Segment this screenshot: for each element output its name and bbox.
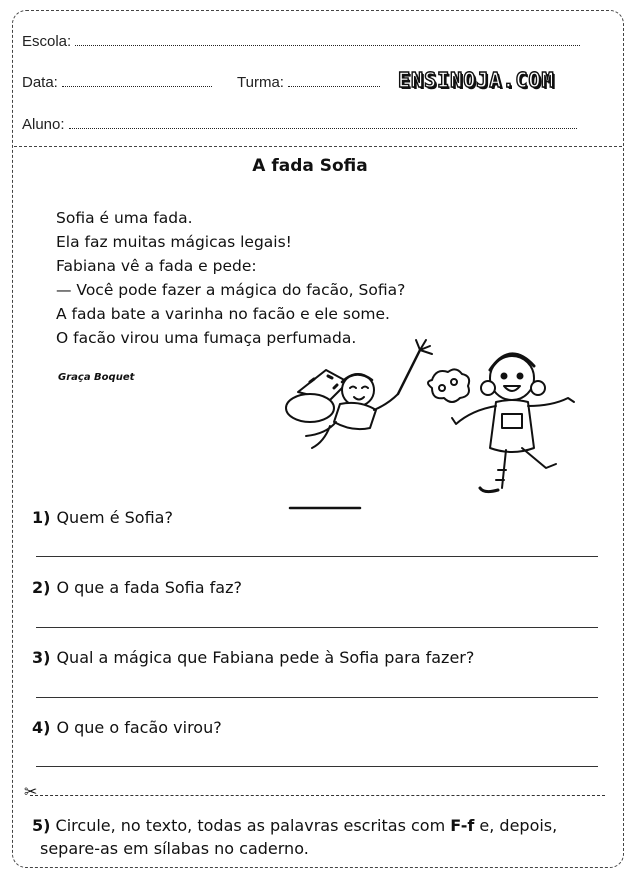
cut-line bbox=[30, 795, 605, 796]
story-title: A fada Sofia bbox=[252, 156, 368, 176]
header-separator bbox=[14, 146, 622, 147]
question-number: 2) bbox=[32, 578, 51, 597]
question-3 bbox=[32, 648, 474, 667]
question-text: O que o facão virou? bbox=[56, 718, 222, 737]
escola-field[interactable] bbox=[75, 33, 580, 46]
turma-label: Turma: bbox=[237, 74, 284, 91]
turma-field[interactable] bbox=[288, 74, 380, 87]
question-1 bbox=[32, 508, 173, 527]
story-line: Fabiana vê a fada e pede: bbox=[56, 257, 257, 275]
escola-row bbox=[22, 33, 580, 50]
fairy-and-girl-illustration bbox=[270, 330, 600, 520]
question-number: 4) bbox=[32, 718, 51, 737]
question-2 bbox=[32, 578, 242, 597]
story-line: Ela faz muitas mágicas legais! bbox=[56, 233, 292, 251]
story-line: O facão virou uma fumaça perfumada. bbox=[56, 329, 357, 347]
story-line: — Você pode fazer a mágica do facão, Sofia? bbox=[56, 281, 406, 299]
question-text: Quem é Sofia? bbox=[56, 508, 173, 527]
story-author: Graça Boquet bbox=[58, 372, 135, 383]
turma-row bbox=[237, 74, 380, 91]
story-text bbox=[56, 206, 405, 350]
question-text: Circule, no texto, todas as palavras escritas com bbox=[55, 816, 451, 835]
question-text: O que a fada Sofia faz? bbox=[56, 578, 242, 597]
question-4 bbox=[32, 718, 222, 737]
highlight-letters: F-f bbox=[450, 816, 475, 835]
question-5 bbox=[32, 814, 612, 860]
scissors-icon: ✂ bbox=[24, 782, 38, 801]
aluno-row bbox=[22, 116, 577, 133]
question-text: e, depois, bbox=[474, 816, 558, 835]
escola-label: Escola: bbox=[22, 33, 72, 50]
story-line: Sofia é uma fada. bbox=[56, 209, 193, 227]
data-label: Data: bbox=[22, 74, 58, 91]
question-number: 3) bbox=[32, 648, 51, 667]
ensinoja-logo: ENSINOJA.COM bbox=[398, 68, 555, 92]
aluno-label: Aluno: bbox=[22, 116, 65, 133]
data-field[interactable] bbox=[62, 74, 212, 87]
question-number: 5) bbox=[32, 816, 51, 835]
aluno-field[interactable] bbox=[69, 116, 577, 129]
answer-line-1[interactable] bbox=[36, 556, 598, 557]
answer-line-4[interactable] bbox=[36, 766, 598, 767]
answer-line-3[interactable] bbox=[36, 697, 598, 698]
data-row bbox=[22, 74, 212, 91]
question-number: 1) bbox=[32, 508, 51, 527]
question-text: Qual a mágica que Fabiana pede à Sofia para fazer? bbox=[56, 648, 475, 667]
question-text-line2: separe-as em sílabas no caderno. bbox=[40, 839, 309, 858]
answer-line-2[interactable] bbox=[36, 627, 598, 628]
story-line: A fada bate a varinha no facão e ele some. bbox=[56, 305, 390, 323]
